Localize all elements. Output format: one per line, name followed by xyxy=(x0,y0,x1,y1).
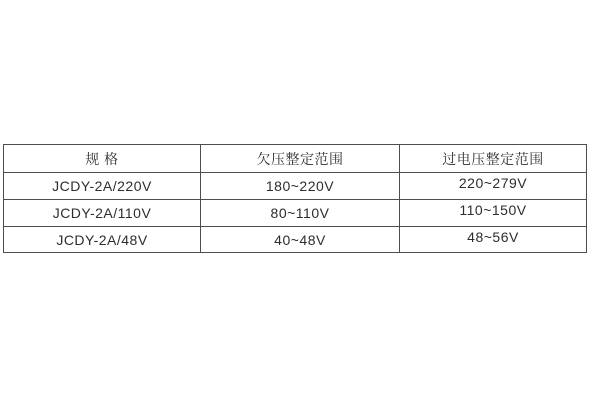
header-cell-spec: 规 格 xyxy=(4,145,201,173)
cell-undervoltage-range: 40~48V xyxy=(201,227,400,253)
cell-undervoltage-range: 180~220V xyxy=(201,173,400,200)
cell-overvoltage-range xyxy=(400,173,587,200)
cell-spec: JCDY-2A/110V xyxy=(4,200,201,227)
header-cell-undervoltage-range: 欠压整定范围 xyxy=(201,145,400,173)
table-row xyxy=(4,200,587,227)
cell-overvoltage-range xyxy=(400,200,587,227)
cell-spec: JCDY-2A/48V xyxy=(4,227,201,253)
cell-spec: JCDY-2A/220V xyxy=(4,173,201,200)
cell-overvoltage-range-text: 220~279V xyxy=(458,175,528,191)
table-header-row xyxy=(4,145,587,173)
cell-overvoltage-range-text: 110~150V xyxy=(459,202,527,218)
cell-overvoltage-range-text: 48~56V xyxy=(467,228,519,245)
cell-undervoltage-range: 80~110V xyxy=(201,200,400,227)
spec-table xyxy=(3,144,587,253)
table-row xyxy=(4,173,587,200)
header-cell-overvoltage-range: 过电压整定范围 xyxy=(400,145,587,173)
table-row xyxy=(4,227,587,253)
cell-overvoltage-range xyxy=(400,227,587,253)
